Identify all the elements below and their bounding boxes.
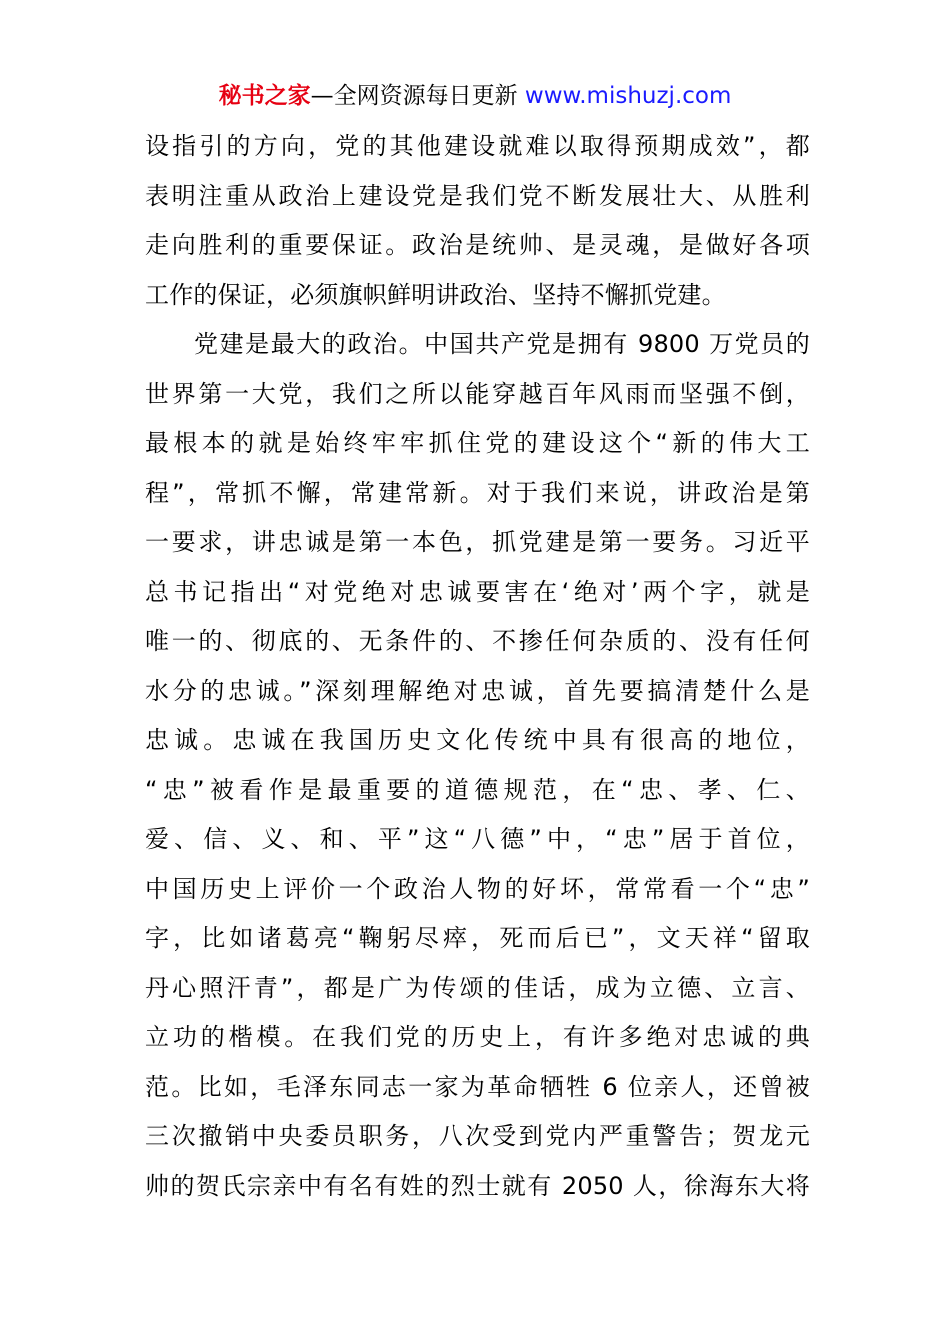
text-line: “忠”被看作是最重要的道德规范，在“忠、孝、仁、 <box>145 775 810 804</box>
text-line: 字，比如诸葛亮“鞠躬尽瘁，死而后已”，文天祥“留取 <box>145 924 810 952</box>
document-body <box>145 122 810 1211</box>
text-line: 帅的贺氏宗亲中有名有姓的烈士就有 2050 人，徐海东大将 <box>145 1171 810 1200</box>
text-line: 一要求，讲忠诚是第一本色，抓党建是第一要务。习近平 <box>145 528 810 556</box>
text-line: 最根本的就是始终牢牢抓住党的建设这个“新的伟大工 <box>145 429 810 457</box>
site-brand: 秘书之家 <box>218 83 311 109</box>
text-line: 范。比如，毛泽东同志一家为革命牺牲 6 位亲人，还曾被 <box>145 1072 810 1101</box>
text-line: 设指引的方向，党的其他建设就难以取得预期成效”，都 <box>145 132 810 160</box>
paragraph-start-line: 党建是最大的政治。中国共产党是拥有 9800 万党员的 <box>194 330 810 358</box>
site-tagline: —全网资源每日更新 <box>310 83 525 109</box>
text-line: 唯一的、彻底的、无条件的、不掺任何杂质的、没有任何 <box>145 627 810 655</box>
text-line: 水分的忠诚。”深刻理解绝对忠诚，首先要搞清楚什么是 <box>145 676 810 705</box>
text-line: 立功的楷模。在我们党的历史上，有许多绝对忠诚的典 <box>145 1023 810 1051</box>
text-line: 总书记指出“对党绝对忠诚要害在‘绝对’两个字，就是 <box>145 577 810 606</box>
text-line: 程”，常抓不懈，常建常新。对于我们来说，讲政治是第 <box>145 478 810 507</box>
text-line: 丹心照汗青”，都是广为传颂的佳话，成为立德、立言、 <box>145 973 810 1002</box>
text-line: 表明注重从政治上建设党是我们党不断发展壮大、从胜利 <box>145 181 810 210</box>
text-line: 工作的保证，必须旗帜鲜明讲政治、坚持不懈抓党建。 <box>145 280 726 309</box>
text-line: 世界第一大党，我们之所以能穿越百年风雨而坚强不倒， <box>145 379 810 408</box>
text-line: 爱、信、义、和、平”这“八德”中，“忠”居于首位， <box>145 825 810 853</box>
text-line: 中国历史上评价一个政治人物的好坏，常常看一个“忠” <box>145 874 810 903</box>
text-line: 三次撤销中央委员职务，八次受到党内严重警告；贺龙元 <box>145 1122 810 1150</box>
site-url-link[interactable]: www.mishuzj.com <box>524 83 732 109</box>
text-line: 忠诚。忠诚在我国历史文化传统中具有很高的地位， <box>145 726 810 754</box>
site-header <box>0 80 950 112</box>
text-line: 走向胜利的重要保证。政治是统帅、是灵魂，是做好各项 <box>145 231 810 259</box>
